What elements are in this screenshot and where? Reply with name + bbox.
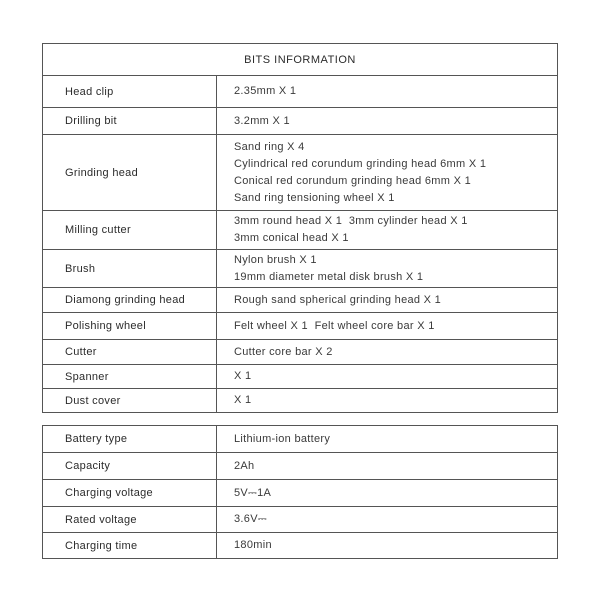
row-label: Battery type <box>43 426 217 453</box>
row-value <box>217 76 558 108</box>
title-row <box>43 44 558 76</box>
row-value <box>217 480 558 507</box>
table-row <box>43 426 558 453</box>
row-value <box>217 507 558 533</box>
value-line: Nylon brush X 1 <box>234 253 317 266</box>
row-label: Charging time <box>43 533 217 559</box>
value-line: Cutter core bar X 2 <box>234 345 333 358</box>
table-row <box>43 507 558 533</box>
value-line: Rough sand spherical grinding head X 1 <box>234 293 442 306</box>
value-line: 3mm round head X 1 3mm cylinder head X 1 <box>234 215 468 227</box>
row-label: Milling cutter <box>43 211 217 250</box>
row-value <box>217 135 558 211</box>
row-label: Diamong grinding head <box>43 288 217 313</box>
table-row <box>43 250 558 288</box>
row-label: Grinding head <box>43 135 217 211</box>
table-row <box>43 76 558 108</box>
value-line: Lithium-ion battery <box>234 432 331 445</box>
table-row <box>43 108 558 135</box>
table-row <box>43 480 558 507</box>
value-line: 2Ah <box>234 459 255 472</box>
value-line: Cylindrical red corundum grinding head 6mm X 1 <box>234 157 487 170</box>
row-value <box>217 453 558 480</box>
value-line: Felt wheel X 1 Felt wheel core bar X 1 <box>234 319 435 332</box>
row-label: Capacity <box>43 453 217 480</box>
row-label: Rated voltage <box>43 507 217 533</box>
value-line: 5V⎓1A <box>234 486 272 499</box>
value-line: Sand ring X 4 <box>234 140 305 153</box>
row-label: Polishing wheel <box>43 313 217 340</box>
value-line: 19mm diameter metal disk brush X 1 <box>234 270 424 283</box>
value-line: Conical red corundum grinding head 6mm X 1 <box>234 174 471 187</box>
row-value <box>217 250 558 288</box>
value-line: 180min <box>234 539 272 551</box>
table-row <box>43 453 558 480</box>
battery-information-table <box>42 425 558 559</box>
row-value <box>217 340 558 365</box>
table-row <box>43 211 558 250</box>
table-row <box>43 340 558 365</box>
row-value <box>217 313 558 340</box>
row-label: Spanner <box>43 365 217 389</box>
value-line: 3.2mm X 1 <box>234 114 290 127</box>
table-row <box>43 389 558 413</box>
row-label: Brush <box>43 250 217 288</box>
row-label: Dust cover <box>43 389 217 413</box>
value-line: 3.6V⎓ <box>234 513 267 525</box>
row-label: Drilling bit <box>43 108 217 135</box>
table-row <box>43 533 558 559</box>
row-value <box>217 288 558 313</box>
value-line: Sand ring tensioning wheel X 1 <box>234 191 395 204</box>
row-value <box>217 533 558 559</box>
value-line: 2.35mm X 1 <box>234 85 297 97</box>
row-value <box>217 365 558 389</box>
bits-information-table <box>42 43 558 413</box>
row-value <box>217 389 558 413</box>
table-row <box>43 135 558 211</box>
row-label: Cutter <box>43 340 217 365</box>
value-line: X 1 <box>234 394 252 406</box>
table-row <box>43 288 558 313</box>
table-row <box>43 313 558 340</box>
value-line: X 1 <box>234 370 252 382</box>
value-line: 3mm conical head X 1 <box>234 232 349 244</box>
row-value <box>217 108 558 135</box>
row-value <box>217 426 558 453</box>
row-value <box>217 211 558 250</box>
row-label: Charging voltage <box>43 480 217 507</box>
table-title: BITS INFORMATION <box>43 44 558 76</box>
table-row <box>43 365 558 389</box>
row-label: Head clip <box>43 76 217 108</box>
